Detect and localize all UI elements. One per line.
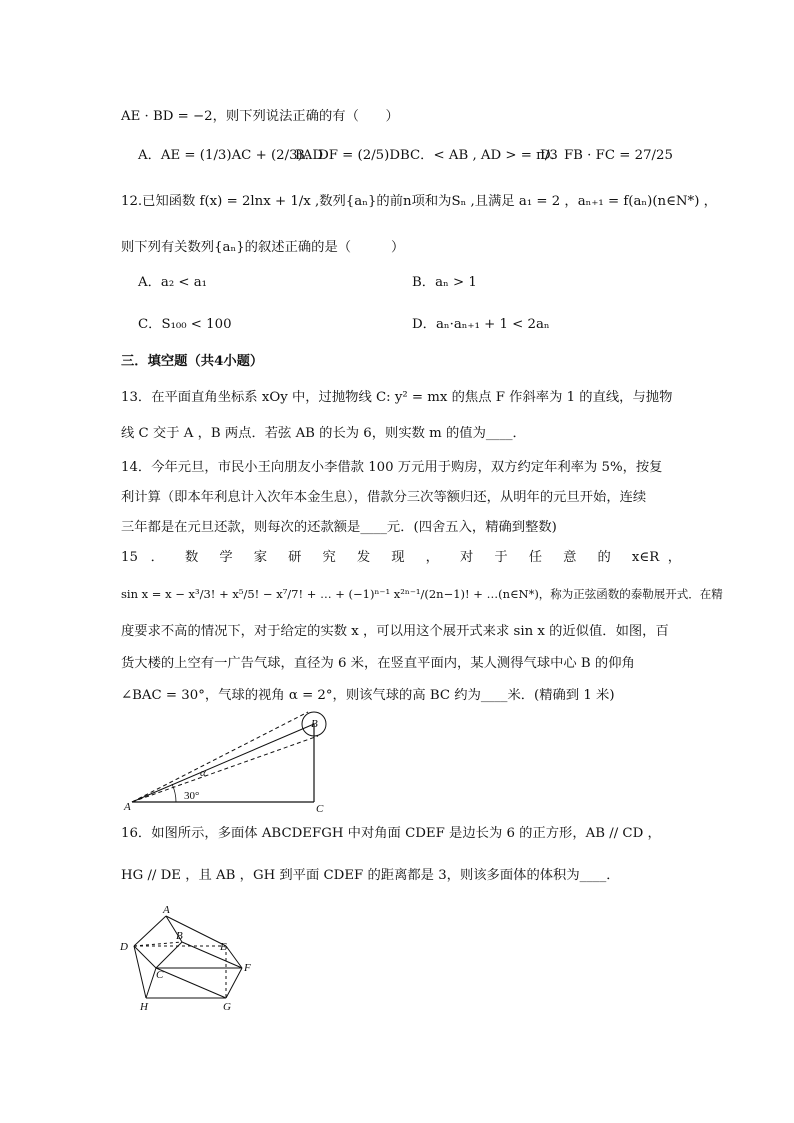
q15-line-3: 度要求不高的情况下，对于给定的实数 x ，可以用这个展开式来求 sin x 的近似值．如图，百 bbox=[121, 624, 669, 639]
q13-line-1: 13．在平面直角坐标系 xOy 中，过抛物线 C: y² = mx 的焦点 F 作斜率为 1 的直线，与抛物 bbox=[121, 390, 673, 405]
q11-option-b: B．DF = (2/5)DB bbox=[295, 148, 410, 163]
sight-line-ab bbox=[132, 724, 314, 802]
q14-line-1: 14．今年元旦，市民小王向朋友小李借款 100 万元用于购房，双方约定年利率为 5%，按复 bbox=[121, 460, 663, 475]
label-h: H bbox=[140, 1001, 148, 1013]
label-a: A bbox=[163, 904, 170, 916]
q15-line-4: 货大楼的上空有一广告气球，直径为 6 米，在竖直平面内，某人测得气球中心 B 的仰角 bbox=[121, 656, 635, 671]
q13-line-2: 线 C 交于 A ，B 两点．若弦 AB 的长为 6，则实数 m 的值为____． bbox=[121, 426, 526, 441]
edge-ch bbox=[146, 968, 156, 998]
q15-line-1: 15 ． 数 学 家 研 究 发 现 ， 对 于 任 意 的 x∈R， bbox=[121, 550, 681, 565]
section-3-title: 三．填空题（共4小题） bbox=[121, 354, 264, 369]
label-g: G bbox=[223, 1001, 231, 1013]
q11-option-d: D．FB · FC = 27/25 bbox=[540, 148, 673, 163]
label-a: A bbox=[124, 801, 131, 813]
q15-balloon-figure bbox=[118, 708, 348, 814]
edge-fg bbox=[226, 968, 242, 998]
q16-polyhedron-figure bbox=[116, 902, 266, 1014]
q12-option-c: C．S₁₀₀ < 100 bbox=[138, 317, 232, 332]
edge-db-hidden bbox=[134, 942, 182, 946]
q15-line-5: ∠BAC = 30°，气球的视角 α = 2°，则该气球的高 BC 约为____米．(精确到 1 米) bbox=[121, 688, 615, 703]
q16-line-1: 16．如图所示，多面体 ABCDEFGH 中对角面 CDEF 是边长为 6 的正方形，AB // CD ， bbox=[121, 826, 661, 841]
q11-stem-tail: AE · BD = −2，则下列说法正确的有（ ） bbox=[121, 109, 399, 124]
label-c: C bbox=[156, 969, 164, 981]
label-30-degree: 30° bbox=[184, 790, 200, 802]
tangent-line-lower bbox=[132, 736, 318, 802]
q12-option-d: D．aₙ·aₙ₊₁ + 1 < 2aₙ bbox=[412, 317, 550, 332]
label-alpha: α bbox=[200, 767, 206, 779]
label-e: E bbox=[220, 941, 227, 953]
q11-option-a: A．AE = (1/3)AC + (2/3)AD bbox=[138, 148, 323, 163]
label-b: B bbox=[176, 930, 183, 942]
edge-dc bbox=[134, 946, 156, 968]
q12-option-a: A．a₂ < a₁ bbox=[138, 275, 208, 290]
label-c: C bbox=[316, 803, 324, 814]
q11-option-c: C．< AB , AD > = π/3 bbox=[410, 148, 558, 163]
q12-stem-2: 则下列有关数列{aₙ}的叙述正确的是（ ） bbox=[121, 240, 405, 255]
q15-taylor-series: sin x = x − x³/3! + x⁵/5! − x⁷/7! + … + (−1)ⁿ⁻¹ x²ⁿ⁻¹/(2n−1)! + …(n∈N*)，称为正弦函数的泰勒展开式．在精 bbox=[121, 587, 723, 601]
label-d: D bbox=[120, 941, 128, 953]
q16-line-2: HG // DE ，且 AB ，GH 到平面 CDEF 的距离都是 3，则该多面体的体积为____． bbox=[121, 868, 620, 883]
q14-line-2: 利计算（即本年利息计入次年本金生息），借款分三次等额归还，从明年的元旦开始，连续 bbox=[121, 490, 647, 505]
edge-da bbox=[134, 916, 166, 946]
label-b: B bbox=[311, 718, 318, 730]
edge-cg bbox=[156, 968, 226, 998]
label-f: F bbox=[244, 962, 251, 974]
q12-stem: 12.已知函数 f(x) = 2lnx + 1/x ,数列{aₙ}的前n项和为Sₙ ,且满足 a₁ = 2 ，aₙ₊₁ = f(aₙ)(n∈N*) ， bbox=[121, 194, 717, 209]
q14-line-3: 三年都是在元旦还款，则每次的还款额是____元．(四舍五入，精确到整数) bbox=[121, 520, 557, 535]
tangent-line-upper bbox=[132, 712, 308, 802]
edge-dh bbox=[134, 946, 146, 998]
q12-option-b: B．aₙ > 1 bbox=[412, 275, 477, 290]
